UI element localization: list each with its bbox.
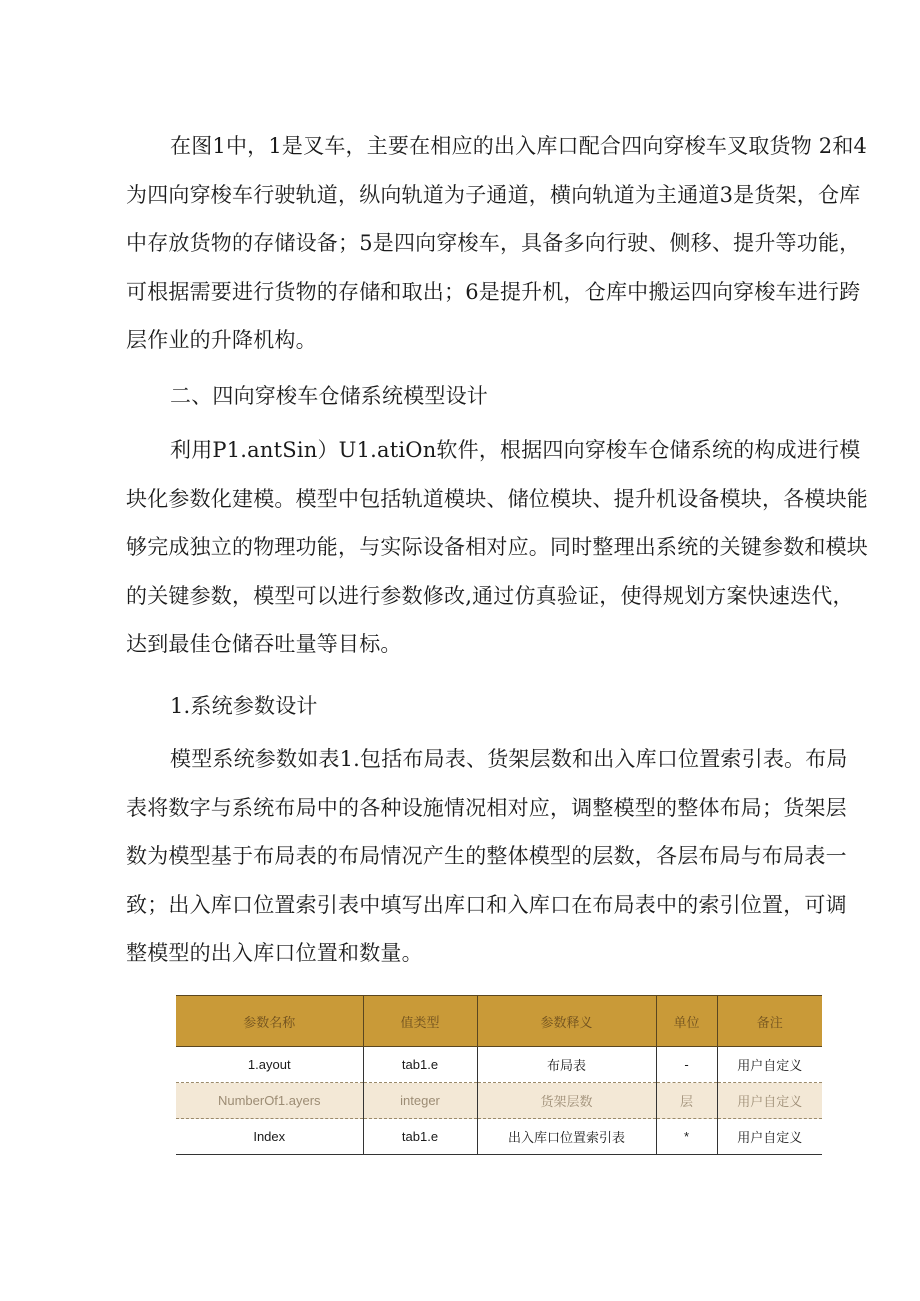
section-heading-text: 二、四向穿梭车仓储系统模型设计 [170,384,488,408]
cell-remark: 用户自定义 [717,1047,822,1083]
table-row [176,1119,822,1155]
text-line: 为四向穿梭车行驶轨道，纵向轨道为子通道，横向轨道为主通道3是货架，仓库 [126,182,861,207]
text-line: 利用P1.antSin）U1.atiOn软件，根据四向穿梭车仓储系统的构成进行模 [170,438,861,462]
text-line: 够完成独立的物理功能，与实际设备相对应。同时整理出系统的关键参数和模块 [126,535,868,560]
header-unit: 单位 [656,996,717,1047]
text-line: 整模型的出入库口位置和数量。 [126,941,423,966]
cell-value-type: integer [363,1083,477,1119]
parameter-table [176,995,822,1155]
cell-remark: 用户自定义 [717,1119,822,1155]
cell-param-meaning: 出入库口位置索引表 [477,1119,656,1155]
text-line: 致；出入库口位置索引表中填写出库口和入库口在布局表中的索引位置，可调 [126,892,847,917]
text-line: 在图1中，1是叉车，主要在相应的出入库口配合四向穿梭车叉取货物 2和4 [170,134,868,158]
table-header-row [176,996,822,1047]
subsection-heading [126,682,826,731]
table-row [176,1047,822,1083]
cell-value-type: tab1.e [363,1047,477,1083]
text-line: 的关键参数，模型可以进行参数修改,通过仿真验证，使得规划方案快速迭代， [126,583,854,608]
header-value-type: 值类型 [363,996,477,1047]
cell-param-name: 1.ayout [176,1047,363,1083]
text-line: 模型系统参数如表1.包括布局表、货架层数和出入库口位置索引表。布局 [170,747,848,771]
cell-unit: * [656,1119,717,1155]
text-line: 中存放货物的存储设备；5是四向穿梭车，具备多向行驶、侧移、提升等功能， [126,231,861,256]
cell-remark: 用户自定义 [717,1083,822,1119]
text-line: 可根据需要进行货物的存储和取出；6是提升机，仓库中搬运四向穿梭车进行跨 [126,279,861,304]
cell-param-meaning: 货架层数 [477,1083,656,1119]
cell-unit: - [656,1047,717,1083]
header-remark: 备注 [717,996,822,1047]
text-line: 块化参数化建模。模型中包括轨道模块、储位模块、提升机设备模块，各模块能 [126,486,868,511]
header-param-meaning: 参数释义 [477,996,656,1047]
subsection-heading-text: 1.系统参数设计 [170,694,318,718]
table-row [176,1083,822,1119]
paragraph-system-parameters [126,735,848,978]
text-line: 层作业的升降机构。 [126,328,317,353]
section-heading [126,372,826,421]
text-line: 表将数字与系统布局中的各种设施情况相对应，调整模型的整体布局；货架层 [126,795,847,820]
paragraph-model-design [126,426,868,669]
header-param-name: 参数名称 [176,996,363,1047]
cell-unit: 层 [656,1083,717,1119]
cell-param-meaning: 布局表 [477,1047,656,1083]
paragraph-figure-description [126,122,868,365]
text-line: 数为模型基于布局表的布局情况产生的整体模型的层数，各层布局与布局表一 [126,844,847,869]
cell-value-type: tab1.e [363,1119,477,1155]
text-line: 达到最佳仓储吞吐量等目标。 [126,632,402,657]
cell-param-name: Index [176,1119,363,1155]
cell-param-name: NumberOf1.ayers [176,1083,363,1119]
